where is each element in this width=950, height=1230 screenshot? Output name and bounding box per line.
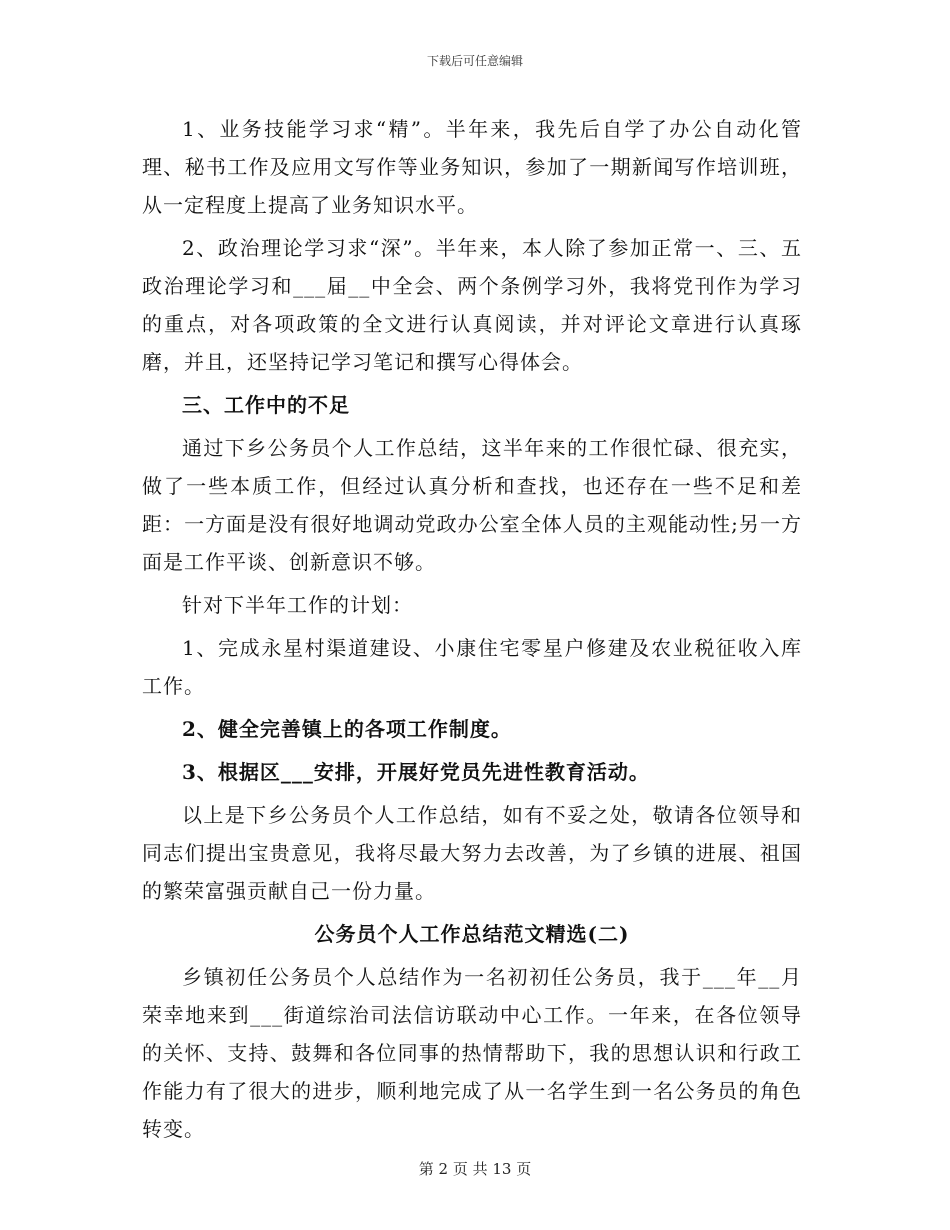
paragraph-shortcomings: 通过下乡公务员个人工作总结，这半年来的工作很忙碌、很充实，做了一些本质工作，但经过认真分析和查找，也还存在一些不足和差距：一方面是没有很好地调动党政办公室全体人员的主观能动性;另一方面是工作平谈、创新意识不够。 bbox=[142, 436, 802, 574]
plan-item-3: 3、根据区___安排，开展好党员先进性教育活动。 bbox=[182, 760, 650, 784]
plan-item-2: 2、健全完善镇上的各项工作制度。 bbox=[182, 717, 512, 741]
download-note: 下载后可任意编辑 bbox=[426, 54, 523, 68]
section-title-two: 公务员个人工作总结范文精选(二) bbox=[314, 922, 630, 946]
section-heading-shortcomings: 三、工作中的不足 bbox=[182, 393, 350, 417]
paragraph-business-skills: 1、业务技能学习求“精”。半年来，我先后自学了办公自动化管理、秘书工作及应用文写作等业务知识，参加了一期新闻写作培训班，从一定程度上提高了业务知识水平。 bbox=[142, 117, 802, 217]
document-body bbox=[142, 110, 802, 1153]
paragraph-plan-intro: 针对下半年工作的计划： bbox=[182, 593, 413, 617]
page-indicator: 第 2 页 共 13 页 bbox=[418, 1160, 532, 1178]
paragraph-new-civil-servant: 乡镇初任公务员个人总结作为一名初初任公务员，我于___年__月荣幸地来到___街道综治司法信访联动中心工作。一年来，在各位领导的关怀、支持、鼓舞和各位同事的热情帮助下，我的思想认识和行政工作能力有了很大的进步，顺利地完成了从一名学生到一名公务员的角色转变。 bbox=[142, 965, 802, 1141]
plan-item-1: 1、完成永星村渠道建设、小康住宅零星户修建及农业税征收入库工作。 bbox=[142, 636, 802, 698]
paragraph-political-theory: 2、政治理论学习求“深”。半年来，本人除了参加正常一、三、五政治理论学习和___届__中全会、两个条例学习外，我将党刊作为学习的重点，对各项政策的全文进行认真阅读，并对评论文章进行认真琢磨，并且，还坚持记学习笔记和撰写心得体会。 bbox=[142, 236, 802, 374]
paragraph-conclusion: 以上是下乡公务员个人工作总结，如有不妥之处，敬请各位领导和同志们提出宝贵意见，我将尽最大努力去改善，为了乡镇的进展、祖国的繁荣富强贡献自己一份力量。 bbox=[142, 803, 802, 903]
